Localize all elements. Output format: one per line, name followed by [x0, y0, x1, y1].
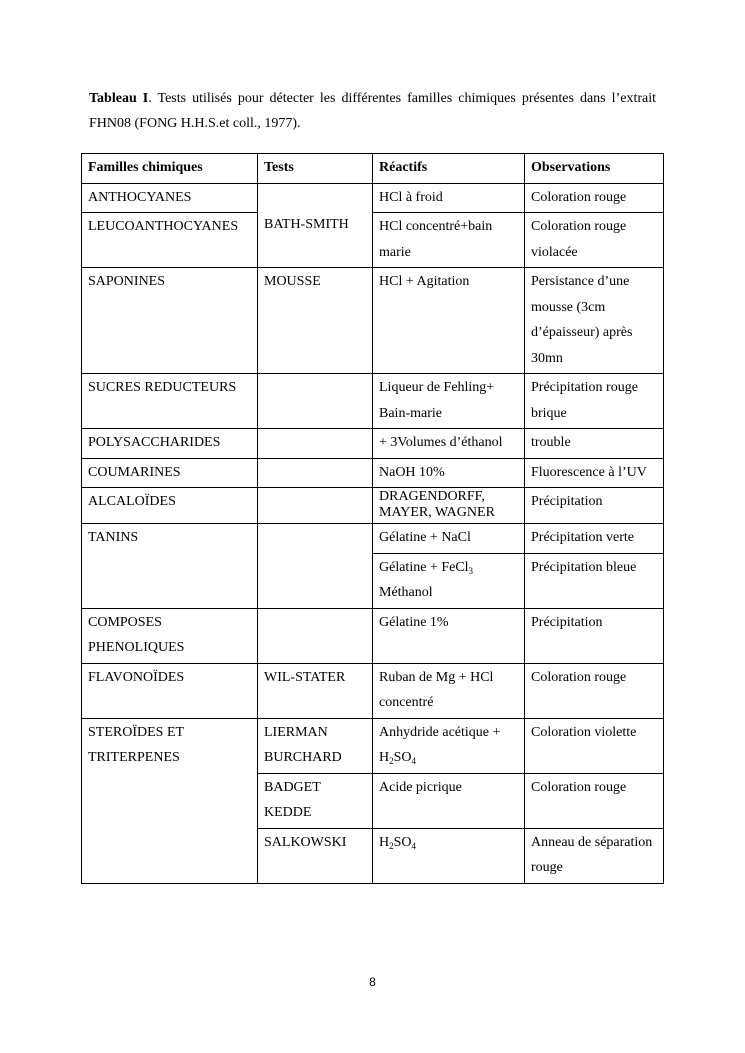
subscript: 3 — [468, 565, 474, 576]
test-cell — [258, 488, 373, 524]
reagent-text: Gélatine + FeCl — [379, 559, 469, 575]
reagent-cell: Ruban de Mg + HCl concentré — [373, 663, 525, 718]
table-row — [82, 458, 664, 488]
reagent-cell: HCl + Agitation — [373, 268, 525, 374]
reagent-text: SO — [393, 750, 412, 765]
caption-text: . Tests utilisés pour détecter les différentes familles chimiques présentes dans l’extrait FHN08 (FONG H.H.S.et coll., 1977). — [89, 91, 656, 131]
observation-cell: Précipitation bleue — [525, 553, 664, 608]
test-cell — [258, 374, 373, 429]
table-row — [82, 268, 664, 374]
subscript: 4 — [411, 840, 417, 851]
test-cell: BATH-SMITH — [258, 183, 373, 268]
table-caption — [89, 86, 656, 136]
reagent-cell: HCl concentré+bain marie — [373, 213, 525, 268]
table-row — [82, 429, 664, 459]
test-cell: LIERMAN BURCHARD — [258, 718, 373, 773]
subscript: 2 — [389, 840, 394, 851]
observation-cell: Coloration rouge violacée — [525, 213, 664, 268]
family-cell: STEROÏDES ET TRITERPENES — [82, 718, 258, 883]
caption-label: Tableau I — [89, 91, 149, 106]
observation-cell: trouble — [525, 429, 664, 459]
test-cell — [258, 608, 373, 663]
observation-cell: Coloration violette — [525, 718, 664, 773]
header-tests: Tests — [258, 154, 373, 184]
test-cell — [258, 429, 373, 459]
reagent-cell: Liqueur de Fehling+ Bain-marie — [373, 374, 525, 429]
family-cell: COUMARINES — [82, 458, 258, 488]
family-cell: LEUCOANTHOCYANES — [82, 213, 258, 268]
test-cell: MOUSSE — [258, 268, 373, 374]
test-cell: WIL-STATER — [258, 663, 373, 718]
reagent-cell: Gélatine + NaCl — [373, 524, 525, 554]
table-row — [82, 663, 664, 718]
test-cell: BADGET KEDDE — [258, 773, 373, 828]
test-cell — [258, 524, 373, 609]
reagent-cell: DRAGENDORFF, MAYER, WAGNER — [373, 488, 525, 524]
reagent-cell — [373, 718, 525, 773]
test-cell — [258, 458, 373, 488]
observation-cell: Persistance d’une mousse (3cm d’épaisseur) après 30mn — [525, 268, 664, 374]
table-row — [82, 608, 664, 663]
table-header-row — [82, 154, 664, 184]
page-number: 8 — [369, 975, 376, 989]
test-cell: SALKOWSKI — [258, 828, 373, 883]
table-row — [82, 488, 664, 524]
observation-cell: Fluorescence à l’UV — [525, 458, 664, 488]
table-row — [82, 718, 664, 773]
reagent-cell: HCl à froid — [373, 183, 525, 213]
observation-cell: Précipitation rouge brique — [525, 374, 664, 429]
observation-cell: Coloration rouge — [525, 663, 664, 718]
observation-cell: Précipitation — [525, 608, 664, 663]
observation-cell: Coloration rouge — [525, 183, 664, 213]
reagent-cell: Acide picrique — [373, 773, 525, 828]
reagent-cell — [373, 553, 525, 608]
reagent-text: SO — [393, 834, 412, 850]
reagent-text: Méthanol — [379, 585, 433, 600]
observation-cell: Précipitation verte — [525, 524, 664, 554]
observation-cell: Coloration rouge — [525, 773, 664, 828]
family-cell: COMPOSES PHENOLIQUES — [82, 608, 258, 663]
observation-cell: Anneau de séparation rouge — [525, 828, 664, 883]
subscript: 4 — [411, 756, 417, 766]
table-row — [82, 524, 664, 554]
table-row — [82, 374, 664, 429]
header-families: Familles chimiques — [82, 154, 258, 184]
chemical-tests-table — [81, 153, 664, 884]
reagent-cell: Gélatine 1% — [373, 608, 525, 663]
reagent-text: H — [379, 834, 390, 850]
reagent-text: Anhydride acétique + H — [379, 724, 501, 765]
reagent-cell: NaOH 10% — [373, 458, 525, 488]
reagent-cell: + 3Volumes d’éthanol — [373, 429, 525, 459]
table-row — [82, 183, 664, 213]
header-observations: Observations — [525, 154, 664, 184]
family-cell: SAPONINES — [82, 268, 258, 374]
observation-cell: Précipitation — [525, 488, 664, 524]
subscript: 2 — [389, 756, 394, 766]
reagent-cell — [373, 828, 525, 883]
family-cell: FLAVONOÏDES — [82, 663, 258, 718]
family-cell: POLYSACCHARIDES — [82, 429, 258, 459]
table-row — [82, 213, 664, 268]
family-cell: TANINS — [82, 524, 258, 609]
family-cell: ALCALOÏDES — [82, 488, 258, 524]
header-reagents: Réactifs — [373, 154, 525, 184]
family-cell: SUCRES REDUCTEURS — [82, 374, 258, 429]
family-cell: ANTHOCYANES — [82, 183, 258, 213]
